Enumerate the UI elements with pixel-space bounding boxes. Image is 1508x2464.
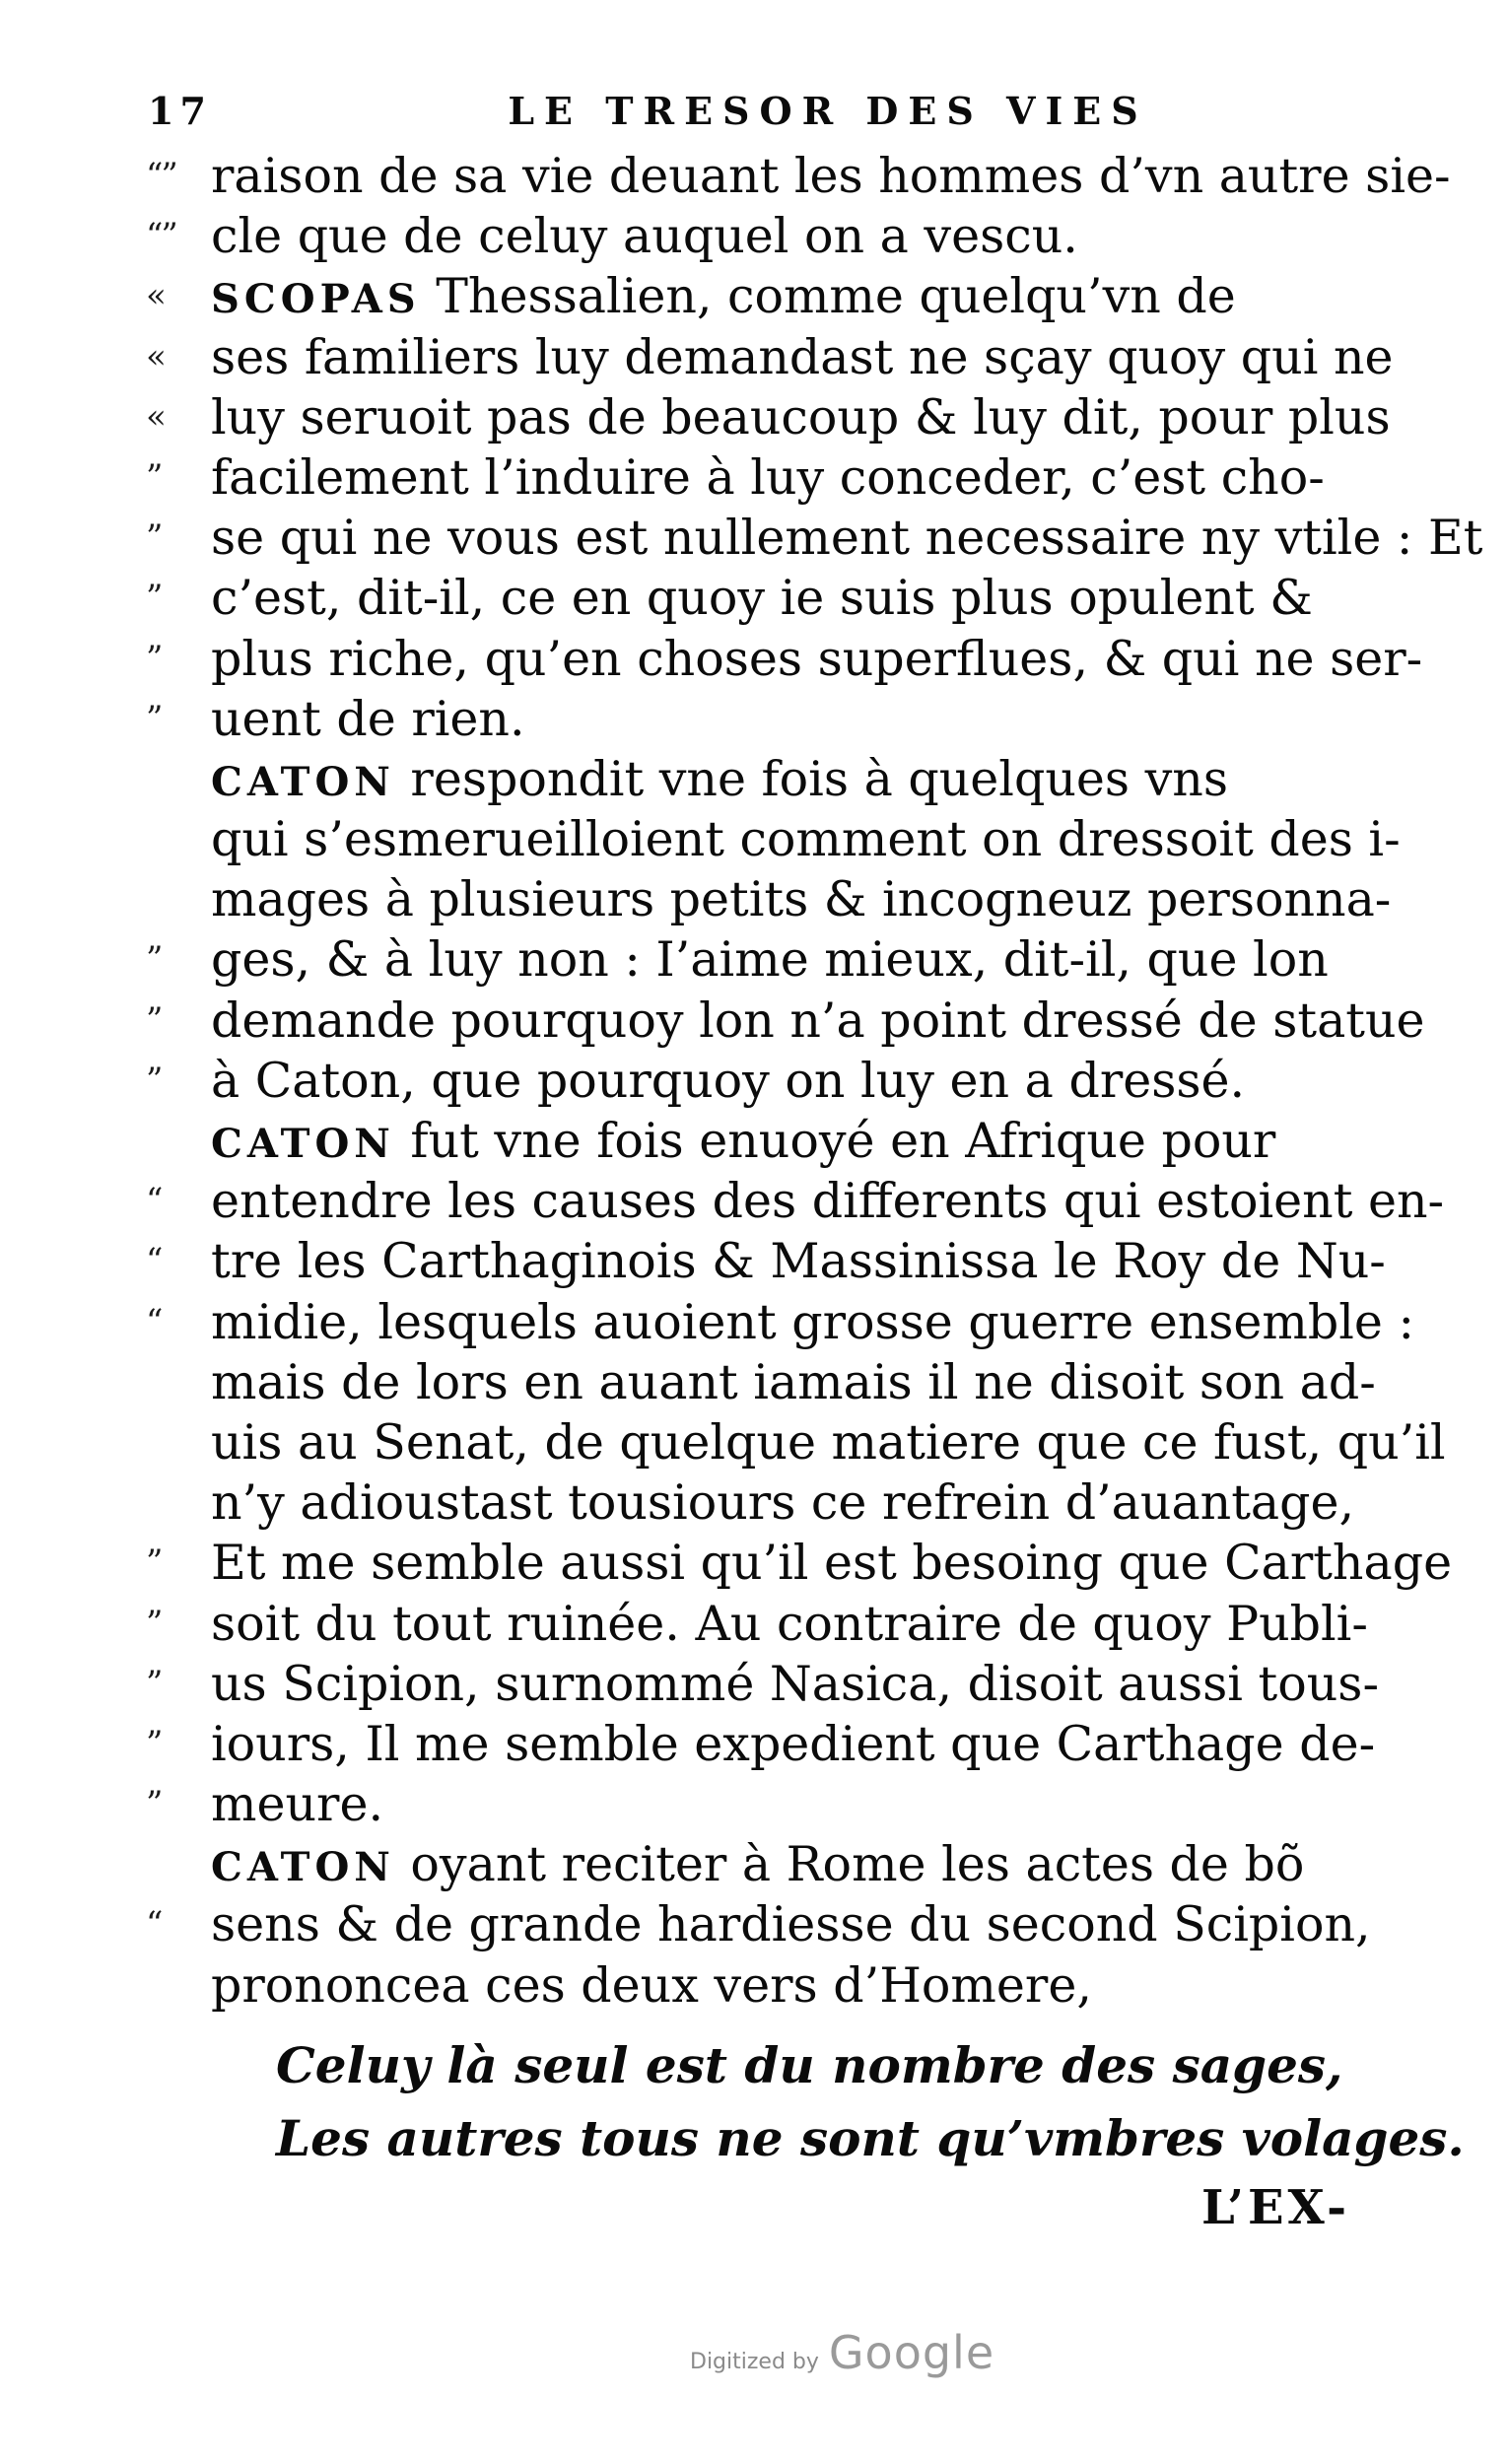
text-line bbox=[146, 1292, 1415, 1352]
margin-quote-mark: ” bbox=[146, 1784, 162, 1824]
text-line bbox=[148, 447, 1390, 508]
text-line bbox=[148, 568, 1390, 628]
margin-quote-mark: “ bbox=[146, 1301, 162, 1341]
line-text: CATON fut vne fois enuoyé en Afrique pour bbox=[211, 1113, 1276, 1169]
margin-quote-mark: ” bbox=[146, 1603, 162, 1643]
line-text: entendre les causes des differents qui estoient en- bbox=[211, 1173, 1445, 1230]
line-text: c’est, dit-il, ce en quoy ie suis plus opulent & bbox=[211, 570, 1313, 627]
line-text: n’y adioustast tousiours ce refrein d’auantage, bbox=[211, 1474, 1355, 1532]
line-text: meure. bbox=[211, 1776, 384, 1833]
line-text: uis au Senat, de quelque matiere que ce fust, qu’il bbox=[211, 1413, 1446, 1471]
verse-line bbox=[148, 2102, 1465, 2175]
margin-quote-mark: ” bbox=[146, 517, 162, 558]
line-text: à Caton, que pourquoy on luy en a dressé. bbox=[211, 1052, 1246, 1109]
verse-line bbox=[148, 2029, 1390, 2102]
line-text: sens & de grande hardiesse du second Scipion, bbox=[211, 1896, 1371, 1953]
text-line bbox=[148, 1654, 1390, 1714]
margin-quote-mark: ” bbox=[146, 1060, 162, 1100]
speaker-name: CATON bbox=[211, 758, 395, 805]
line-text: soit du tout ruinée. Au contraire de quoy Publi- bbox=[211, 1595, 1368, 1652]
margin-quote-mark: “ bbox=[146, 1241, 162, 1281]
line-text: Et me semble aussi qu’il est besoing que Carthage bbox=[211, 1535, 1453, 1592]
line-text: CATON respondit vne fois à quelques vns bbox=[211, 750, 1228, 807]
line-text: iours, Il me semble expedient que Carthage de- bbox=[211, 1715, 1376, 1772]
verse-text: Les autres tous ne sont qu’vmbres volages. bbox=[276, 2108, 1465, 2167]
margin-quote-mark: « bbox=[146, 276, 165, 316]
text-line bbox=[148, 869, 1390, 929]
text-line bbox=[146, 1533, 1453, 1593]
margin-quote-mark: ” bbox=[146, 456, 162, 497]
line-text: plus riche, qu’en choses superflues, & qui ne ser- bbox=[211, 630, 1423, 687]
line-text: luy seruoit pas de beaucoup & luy dit, pour plus bbox=[211, 388, 1391, 445]
margin-quote-mark: ” bbox=[146, 999, 162, 1040]
book-page bbox=[146, 89, 1483, 2415]
margin-quote-mark: ” bbox=[146, 1542, 162, 1583]
text-line bbox=[148, 809, 1401, 869]
google-logo: Google bbox=[828, 2326, 995, 2379]
running-title: LE TRESOR DES VIES bbox=[508, 89, 1148, 133]
text-line bbox=[148, 1834, 1390, 1894]
line-text: us Scipion, surnommé Nasica, disoit aussi tous- bbox=[211, 1655, 1379, 1712]
line-text: se qui ne vous est nullement necessaire ny vtile : Et bbox=[211, 510, 1483, 567]
text-line bbox=[148, 387, 1390, 447]
text-line bbox=[148, 1412, 1446, 1472]
text-line bbox=[148, 266, 1390, 326]
margin-quote-mark: “ bbox=[146, 1181, 162, 1221]
line-text: mais de lors en auant iamais il ne disoit son ad- bbox=[211, 1353, 1376, 1410]
line-text: raison de sa vie deuant les hommes d’vn autre sie- bbox=[211, 148, 1451, 204]
text-line bbox=[148, 1594, 1390, 1654]
body-text bbox=[146, 146, 1483, 2175]
margin-quote-mark: “ bbox=[146, 1904, 162, 1945]
margin-quote-mark: « bbox=[146, 336, 165, 376]
line-text: ses familiers luy demandast ne sçay quoy qui ne bbox=[211, 328, 1394, 385]
line-text: prononcea ces deux vers d’Homere, bbox=[211, 1956, 1092, 2014]
line-text: ges, & à luy non : I’aime mieux, dit-il, que lon bbox=[211, 931, 1329, 989]
margin-quote-mark: ” bbox=[146, 939, 162, 980]
line-text: midie, lesquels auoient grosse guerre ensemble : bbox=[211, 1293, 1415, 1350]
margin-quote-mark: ” bbox=[146, 698, 162, 738]
speaker-name: CATON bbox=[211, 1844, 395, 1891]
margin-quote-mark: ” bbox=[146, 638, 162, 678]
margin-quote-mark: ” bbox=[146, 578, 162, 618]
margin-quote-mark: “” bbox=[146, 216, 176, 256]
text-line bbox=[146, 508, 1483, 568]
line-text: cle que de celuy auquel on a vescu. bbox=[211, 208, 1078, 265]
text-line bbox=[146, 991, 1425, 1051]
digitization-watermark bbox=[690, 2326, 994, 2379]
text-line bbox=[148, 1231, 1390, 1291]
text-line bbox=[148, 1774, 1390, 1834]
verse-text: Celuy là seul est du nombre des sages, bbox=[276, 2035, 1343, 2094]
text-line bbox=[148, 206, 1390, 266]
speaker-name: CATON bbox=[211, 1121, 395, 1167]
margin-quote-mark: ” bbox=[146, 1723, 162, 1763]
text-line bbox=[146, 629, 1423, 689]
text-line bbox=[146, 1171, 1445, 1231]
text-line bbox=[148, 1714, 1390, 1774]
text-line bbox=[148, 1472, 1390, 1533]
text-line bbox=[148, 1352, 1390, 1412]
line-text: SCOPAS Thessalien, comme quelqu’vn de bbox=[211, 268, 1236, 325]
text-line bbox=[148, 1894, 1390, 1954]
margin-quote-mark: « bbox=[146, 396, 165, 437]
line-text: tre les Carthaginois & Massinissa le Roy de Nu- bbox=[211, 1233, 1386, 1290]
line-text: mages à plusieurs petits & incogneuz personna- bbox=[211, 871, 1392, 928]
verse-quotation bbox=[148, 2029, 1465, 2175]
digitized-label: Digitized by bbox=[690, 2350, 819, 2374]
speaker-name: SCOPAS bbox=[211, 276, 421, 323]
text-line bbox=[148, 1111, 1390, 1171]
line-text: demande pourquoy lon n’a point dressé de statue bbox=[211, 992, 1425, 1049]
text-line bbox=[148, 749, 1390, 809]
text-line bbox=[148, 929, 1390, 990]
text-line bbox=[148, 689, 1390, 749]
page-header bbox=[148, 89, 1390, 138]
line-text: CATON oyant reciter à Rome les actes de bõ bbox=[211, 1836, 1305, 1893]
text-line bbox=[146, 327, 1394, 387]
margin-quote-mark: “” bbox=[146, 156, 176, 195]
page-number: 17 bbox=[148, 89, 212, 133]
line-text: qui s’esmerueilloient comment on dressoit des i- bbox=[211, 811, 1401, 868]
line-text: facilement l’induire à luy conceder, c’est cho- bbox=[211, 448, 1325, 506]
text-line bbox=[148, 1051, 1390, 1111]
catchword: L’EX- bbox=[1201, 2180, 1350, 2235]
line-text: uent de rien. bbox=[211, 690, 525, 747]
text-line bbox=[148, 1955, 1390, 2016]
text-line bbox=[146, 146, 1451, 206]
margin-quote-mark: ” bbox=[146, 1663, 162, 1703]
